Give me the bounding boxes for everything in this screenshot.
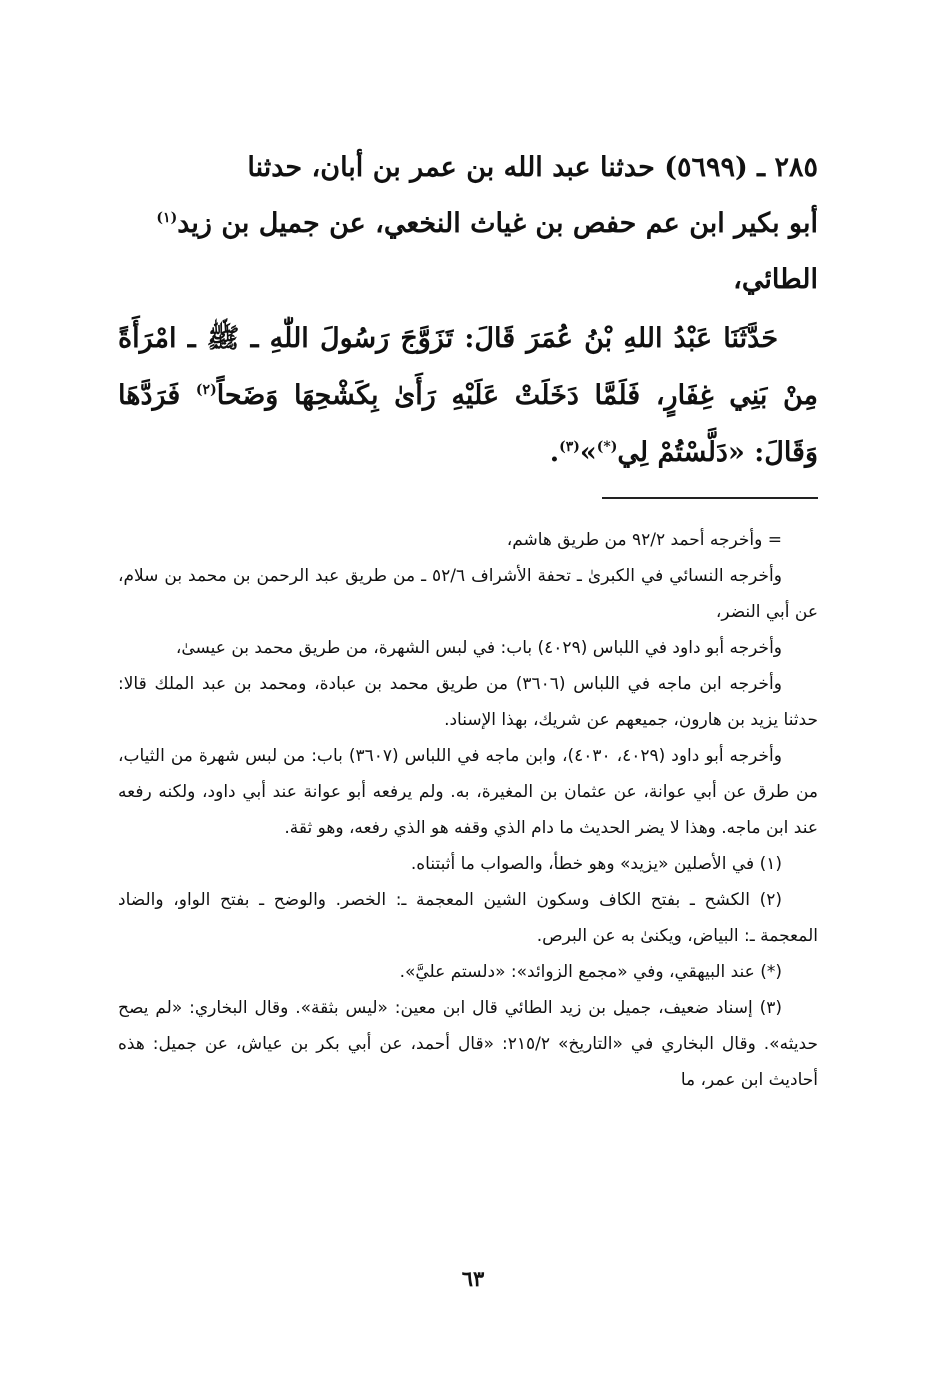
footnote-text: وأخرجه أبو داود (٤٠٢٩، ٤٠٣٠)، وابن ماجه في اللباس (٣٦٠٧) باب: من لبس شهرة من الثياب، من طرق عن أبي عوانة، عن عثمان بن المغيرة، به. ولم يرفعه أبو عوانة عند أبي داود، ولكنه رفعه عند ابن ماجه. وهذا لا يضر الحديث ما دام الذي وقفه هو الذي رفعه، وهو ثقة. bbox=[118, 746, 818, 838]
hadith-paragraph bbox=[118, 310, 818, 481]
page-number: ٦٣ bbox=[461, 1266, 485, 1291]
footnote-ref-3[interactable]: (٣) bbox=[559, 439, 580, 455]
footnote-ref-2[interactable]: (٢) bbox=[195, 382, 217, 398]
hadith-text: حَدَّثَنَا عَبْدُ اللهِ بْنُ عُمَرَ قَالَ: تَزَوَّجَ رَسُولَ اللّٰهِ ـ ﷺ ـ امْرَأَةً مِنْ بَنِي غِفَارٍ، فَلَمَّا دَخَلَتْ عَلَيْهِ رَأَىٰ بِكَشْحِهَا وَضَحاً$^{(٢)}$ فَرَدَّهَا وَقَالَ: «دَلَّسْتُمْ لِي(*)»$^{(٣)}$. bbox=[118, 323, 819, 468]
footnote-ref-star[interactable]: (*) bbox=[596, 439, 618, 455]
isnad-paragraph bbox=[118, 140, 818, 308]
footnote-2: (٢) الكشح ـ بفتح الكاف وسكون الشين المعجمة ـ: الخصر. والوضح ـ بفتح الواو، والضاد المعجمة ـ: البياض، ويكنىٰ به عن البرص. bbox=[118, 890, 818, 946]
footnote-text: وأخرجه ابن ماجه في اللباس (٣٦٠٦) من طريق محمد بن عبادة، ومحمد بن عبد الملك قالا: حدثنا يزيد بن هارون، جميعهم عن شريك، بهذا الإسناد. bbox=[118, 674, 818, 730]
footnote-text: وأخرجه أبو داود في اللباس (٤٠٢٩) باب: في لبس الشهرة، من طريق محمد بن عيسىٰ، bbox=[175, 638, 782, 658]
isnad-line-2: أبو بكير ابن عم حفص بن غياث النخعي، عن جميل بن زيد$^{(١)}$ bbox=[156, 208, 818, 239]
isnad-line-1: ٢٨٥ ـ (٥٦٩٩) حدثنا عبد الله بن عمر بن أبان، حدثنا bbox=[247, 152, 818, 183]
footnotes bbox=[118, 522, 818, 1098]
main-content bbox=[118, 140, 818, 481]
footnote-3: (٣) إسناد ضعيف، جميل بن زيد الطائي قال ابن معين: «ليس بثقة». وقال البخاري: «لم يصح حديثه». وقال البخاري في «التاريخ» ٢١٥/٢: «قال أحمد، عن أبي بكر بن عياش، عن جميل: هذه أحاديث ابن عمر، ما bbox=[118, 998, 818, 1090]
footnote-text: = وأخرجه أحمد ٩٢/٢ من طريق هاشم، bbox=[506, 530, 782, 550]
footnote-star: (*) عند البيهقي، وفي «مجمع الزوائد»: «دلستم عليَّ». bbox=[399, 962, 782, 982]
footnote-1: (١) في الأصلين «يزيد» وهو خطأ، والصواب ما أثبتناه. bbox=[410, 854, 782, 874]
isnad-line-3: الطائي، bbox=[733, 264, 818, 295]
footnote-ref-1[interactable]: (١) bbox=[156, 210, 178, 226]
footnote-divider bbox=[602, 497, 818, 499]
footnote-text: وأخرجه النسائي في الكبرىٰ ـ تحفة الأشراف ٥٢/٦ ـ من طريق عبد الرحمن بن محمد بن سلام، عن أبي النضر، bbox=[118, 566, 818, 622]
